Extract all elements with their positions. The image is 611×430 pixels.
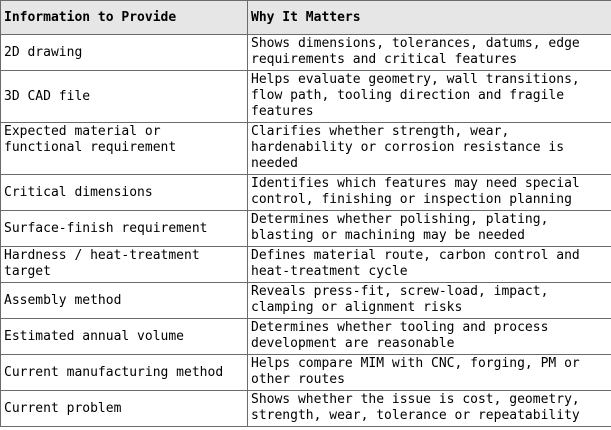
table-row xyxy=(1,35,611,71)
info-cell: Expected material or functional requirement xyxy=(1,123,248,175)
why-cell: Shows dimensions, tolerances, datums, edge requirements and critical features xyxy=(248,35,611,71)
why-cell: Helps compare MIM with CNC, forging, PM or other routes xyxy=(248,355,611,391)
header-information-to-provide: Information to Provide xyxy=(1,1,248,35)
table-row xyxy=(1,211,611,247)
info-cell: Estimated annual volume xyxy=(1,319,248,355)
why-cell: Determines whether polishing, plating, blasting or machining may be needed xyxy=(248,211,611,247)
table-row xyxy=(1,71,611,123)
header-why-it-matters: Why It Matters xyxy=(248,1,611,35)
why-cell: Helps evaluate geometry, wall transitions, flow path, tooling direction and fragile features xyxy=(248,71,611,123)
table-row xyxy=(1,247,611,283)
table-row xyxy=(1,355,611,391)
why-cell: Reveals press-fit, screw-load, impact, clamping or alignment risks xyxy=(248,283,611,319)
info-cell: Hardness / heat-treatment target xyxy=(1,247,248,283)
info-cell: Surface-finish requirement xyxy=(1,211,248,247)
why-cell: Clarifies whether strength, wear, hardenability or corrosion resistance is needed xyxy=(248,123,611,175)
table-row xyxy=(1,319,611,355)
header-row xyxy=(1,1,611,35)
info-cell: 2D drawing xyxy=(1,35,248,71)
info-cell: Critical dimensions xyxy=(1,175,248,211)
table-row xyxy=(1,391,611,427)
table-row xyxy=(1,283,611,319)
table-row xyxy=(1,175,611,211)
why-cell: Defines material route, carbon control and heat-treatment cycle xyxy=(248,247,611,283)
info-cell: Assembly method xyxy=(1,283,248,319)
info-cell: Current problem xyxy=(1,391,248,427)
info-cell: Current manufacturing method xyxy=(1,355,248,391)
why-cell: Identifies which features may need special control, finishing or inspection planning xyxy=(248,175,611,211)
why-cell: Determines whether tooling and process development are reasonable xyxy=(248,319,611,355)
table-row xyxy=(1,123,611,175)
why-cell: Shows whether the issue is cost, geometry, strength, wear, tolerance or repeatability xyxy=(248,391,611,427)
info-cell: 3D CAD file xyxy=(1,71,248,123)
